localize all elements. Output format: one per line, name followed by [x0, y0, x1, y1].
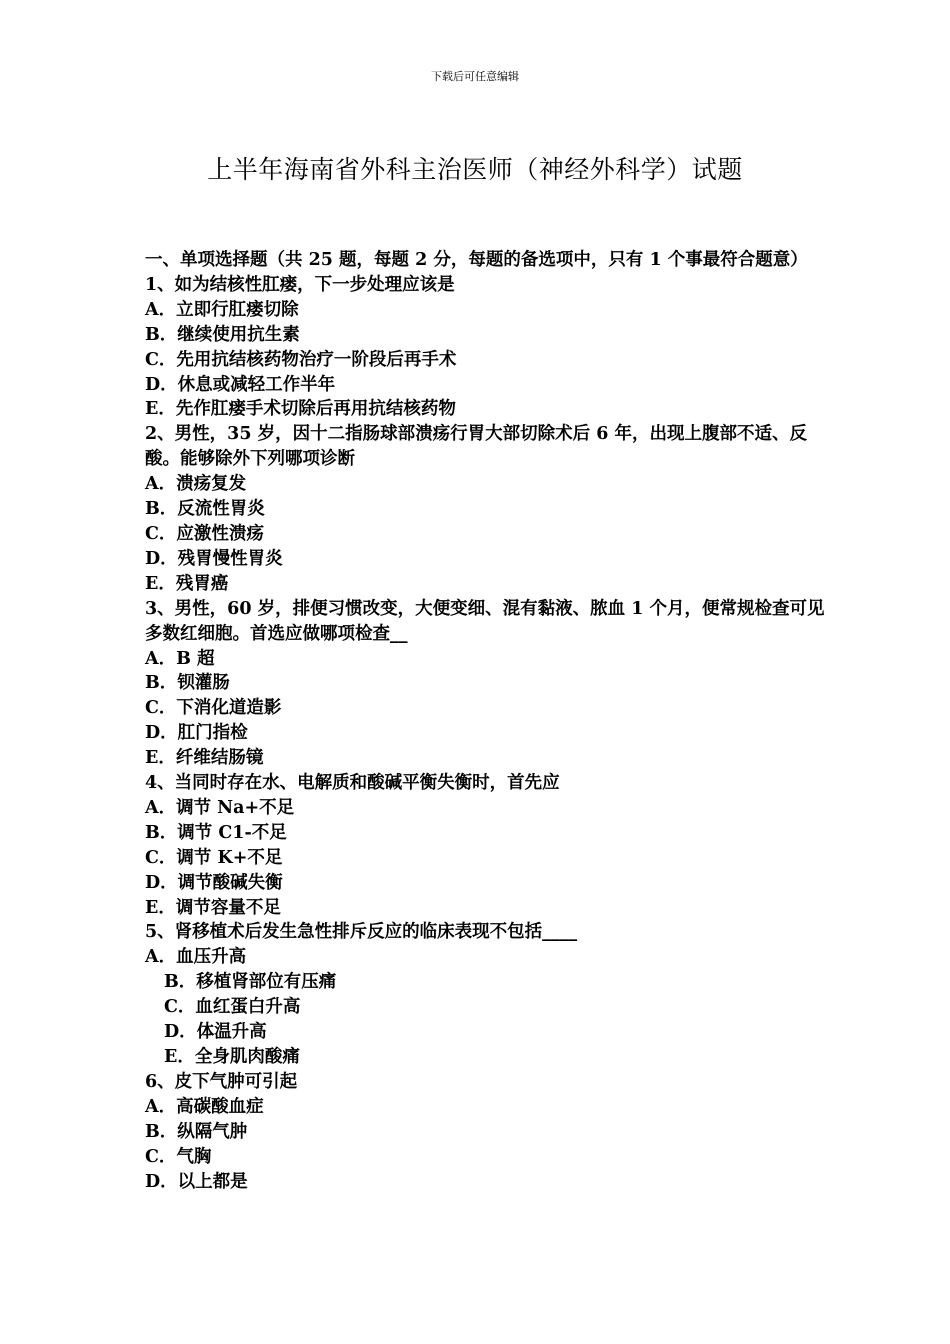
answer-option: B．纵隔气肿	[145, 1121, 248, 1142]
page-title: 上半年海南省外科主治医师（神经外科学）试题	[207, 155, 743, 184]
answer-option: C．气胸	[145, 1146, 212, 1167]
answer-option: B．反流性胃炎	[145, 499, 265, 520]
answer-option: A．立即行肛瘘切除	[145, 299, 299, 320]
header-note: 下载后可任意编辑	[431, 70, 519, 83]
answer-option: D．以上都是	[145, 1171, 248, 1192]
answer-option: E．全身肌肉酸痛	[164, 1047, 300, 1067]
answer-option: C．先用抗结核药物治疗一阶段后再手术	[145, 349, 457, 370]
answer-option: D．肛门指检	[145, 723, 248, 744]
question-stem: 5、肾移植术后发生急性排斥反应的临床表现不包括____	[145, 922, 578, 943]
question-stem: 2、男性，35 岁，因十二指肠球部溃疡行胃大部切除术后 6 年，出现上腹部不适、反酸。能够除外下列哪项诊断	[145, 424, 807, 470]
question-stem: 1、如为结核性肛瘘，下一步处理应该是	[145, 274, 455, 295]
answer-option: E．先作肛瘘手术切除后再用抗结核药物	[145, 399, 456, 420]
answer-option: A．血压升高	[145, 947, 247, 968]
answer-option: B．继续使用抗生素	[145, 324, 300, 345]
answer-option: E．残胃癌	[145, 573, 229, 594]
answer-option: D．残胃慢性胃炎	[145, 548, 283, 569]
answer-option: E．纤维结肠镜	[145, 748, 264, 769]
section-heading: 一、单项选择题（共 25 题，每题 2 分，每题的备选项中，只有 1 个事最符合题意）	[145, 250, 808, 270]
answer-option: E．调节容量不足	[145, 897, 281, 918]
answer-option: C．应激性溃疡	[145, 523, 264, 544]
answer-option: C．调节 K+不足	[145, 847, 283, 868]
answer-option: A．高碳酸血症	[145, 1096, 264, 1117]
answer-option: B．移植肾部位有压痛	[164, 972, 337, 993]
answer-option: A．调节 Na+不足	[145, 797, 295, 818]
answer-option: C．血红蛋白升高	[164, 997, 301, 1018]
answer-option: D．体温升高	[164, 1022, 267, 1043]
question-stem: 4、当同时存在水、电解质和酸碱平衡失衡时，首先应	[145, 773, 560, 794]
answer-option: A．溃疡复发	[145, 474, 247, 495]
question-stem: 3、男性，60 岁，排便习惯改变，大便变细、混有黏液、脓血 1 个月，便常规检查可见多数红细胞。首选应做哪项检查__	[145, 598, 825, 644]
answer-option: D．调节酸碱失衡	[145, 872, 283, 893]
answer-option: A．B 超	[145, 648, 215, 669]
answer-option: D．休息或减轻工作半年	[145, 374, 336, 395]
question-stem: 6、皮下气肿可引起	[145, 1071, 298, 1092]
answer-option: B．调节 C1-不足	[145, 822, 287, 843]
document-body	[145, 248, 825, 1194]
answer-option: B．钡灌肠	[145, 673, 230, 694]
answer-option: C．下消化道造影	[145, 698, 282, 719]
